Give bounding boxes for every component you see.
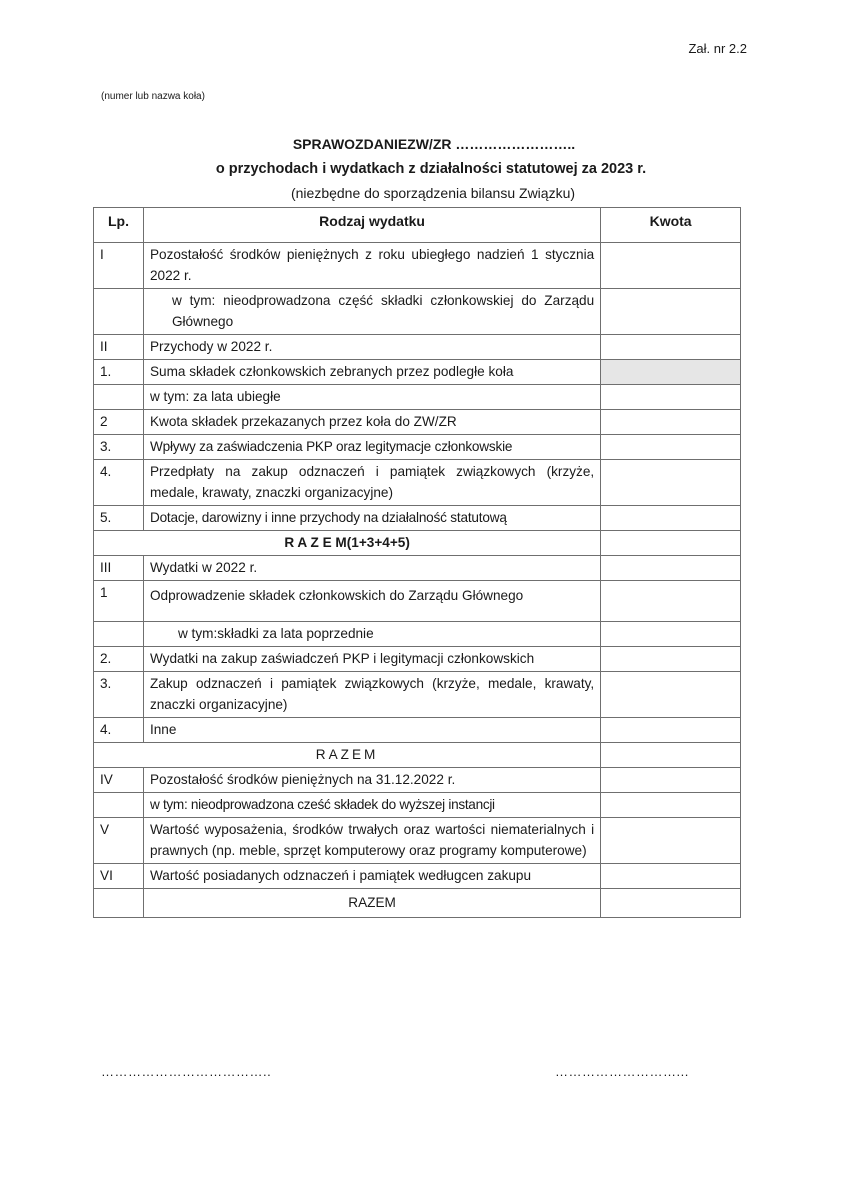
table-row [94,360,741,385]
total-label-income: R A Z E M(1+3+4+5) [94,531,601,556]
table-row [94,243,741,289]
table-row [94,581,741,622]
row-description: Odprowadzenie składek członkowskich do Zarządu Głównego [143,581,600,622]
row-description: Zakup odznaczeń i pamiątek związkowych (krzyże, medale, krawaty, znaczki organizacyjne) [143,672,600,718]
row-lp [94,289,144,335]
row-description: Wartość wyposażenia, środków trwałych oraz wartości niematerialnych i prawnych (np. meble, sprzęt komputerowy oraz programy komputerowe) [143,818,600,864]
column-header-amount: Kwota [601,208,741,243]
total-label-final: RAZEM [143,889,600,918]
table-row [94,793,741,818]
amount-cell[interactable] [601,243,741,289]
signature-line-left[interactable]: ……………………………….. [101,1064,272,1079]
table-row [94,672,741,718]
row-lp: V [94,818,144,864]
total-row-final [94,889,741,918]
row-description: Inne [143,718,600,743]
amount-cell[interactable] [601,410,741,435]
amount-cell[interactable] [601,385,741,410]
table-row [94,335,741,360]
amount-cell[interactable] [601,647,741,672]
amount-cell[interactable] [601,864,741,889]
row-description: Pozostałość środków pieniężnych na 31.12.2022 r. [143,768,600,793]
amount-cell[interactable] [601,622,741,647]
amount-cell[interactable] [601,581,741,622]
column-header-description: Rodzaj wydatku [143,208,600,243]
row-description: Wpływy za zaświadczenia PKP oraz legitymacje członkowskie [143,435,600,460]
row-lp: 2 [94,410,144,435]
row-lp: II [94,335,144,360]
row-lp: 5. [94,506,144,531]
row-lp [94,385,144,410]
row-description: Dotacje, darowizny i inne przychody na działalność statutową [143,506,600,531]
row-description: Wartość posiadanych odznaczeń i pamiątek wedługcen zakupu [143,864,600,889]
table-row [94,622,741,647]
amount-cell[interactable] [601,556,741,581]
total-label-expenses: RAZEM [94,743,601,768]
row-description: Kwota składek przekazanych przez koła do ZW/ZR [143,410,600,435]
row-description: w tym: nieodprowadzona część składki członkowskiej do Zarządu Głównego [143,289,600,335]
amount-cell[interactable] [601,672,741,718]
table-row [94,435,741,460]
amount-cell[interactable] [601,435,741,460]
amount-cell[interactable] [601,718,741,743]
row-lp [94,793,144,818]
row-description: Przychody w 2022 r. [143,335,600,360]
row-lp: I [94,243,144,289]
row-lp: 4. [94,718,144,743]
amount-cell[interactable] [601,506,741,531]
row-lp [94,622,144,647]
row-lp: 2. [94,647,144,672]
attachment-number: Zał. nr 2.2 [688,41,747,56]
column-header-lp: Lp. [94,208,144,243]
row-description: Suma składek członkowskich zebranych przez podległe koła [143,360,600,385]
table-row [94,864,741,889]
row-description: w tym: nieodprowadzona cześć składek do wyższej instancji [143,793,600,818]
row-description: Przedpłaty na zakup odznaczeń i pamiątek związkowych (krzyże, medale, krawaty, znaczki organizacyjne) [143,460,600,506]
amount-cell[interactable] [601,768,741,793]
row-description: Wydatki w 2022 r. [143,556,600,581]
row-lp: 1. [94,360,144,385]
amount-cell-total-final[interactable] [601,889,741,918]
table-row [94,768,741,793]
amount-cell[interactable] [601,793,741,818]
total-row-income [94,531,741,556]
table-row [94,410,741,435]
amount-cell-shaded[interactable] [601,360,741,385]
table-row [94,718,741,743]
report-subtitle: o przychodach i wydatkach z działalności statutowej za 2023 r. [215,161,647,177]
row-description: w tym: za lata ubiegłe [143,385,600,410]
row-description: Wydatki na zakup zaświadczeń PKP i legitymacji członkowskich [143,647,600,672]
row-description: w tym:składki za lata poprzednie [143,622,600,647]
total-row-expenses [94,743,741,768]
row-lp: 4. [94,460,144,506]
table-row [94,385,741,410]
report-note: (niezbędne do sporządzenia bilansu Związku) [290,185,576,201]
signature-line-right[interactable]: ………………………... [555,1064,689,1079]
amount-cell[interactable] [601,289,741,335]
report-table [93,207,741,918]
row-lp: 1 [94,581,144,622]
row-lp: 3. [94,672,144,718]
row-lp: VI [94,864,144,889]
amount-cell-total-expenses[interactable] [601,743,741,768]
amount-cell[interactable] [601,460,741,506]
table-row [94,556,741,581]
amount-cell[interactable] [601,818,741,864]
table-row [94,818,741,864]
table-row [94,289,741,335]
amount-cell-total-income[interactable] [601,531,741,556]
circle-name-label: (numer lub nazwa koła) [101,91,205,102]
row-lp: IV [94,768,144,793]
table-row [94,506,741,531]
table-row [94,460,741,506]
report-title: SPRAWOZDANIEZW/ZR …………………….. [292,136,576,152]
table-row [94,647,741,672]
row-description: Pozostałość środków pieniężnych z roku ubiegłego nadzień 1 stycznia 2022 r. [143,243,600,289]
row-lp: 3. [94,435,144,460]
table-header-row [94,208,741,243]
amount-cell[interactable] [601,335,741,360]
row-lp: III [94,556,144,581]
row-lp [94,889,144,918]
